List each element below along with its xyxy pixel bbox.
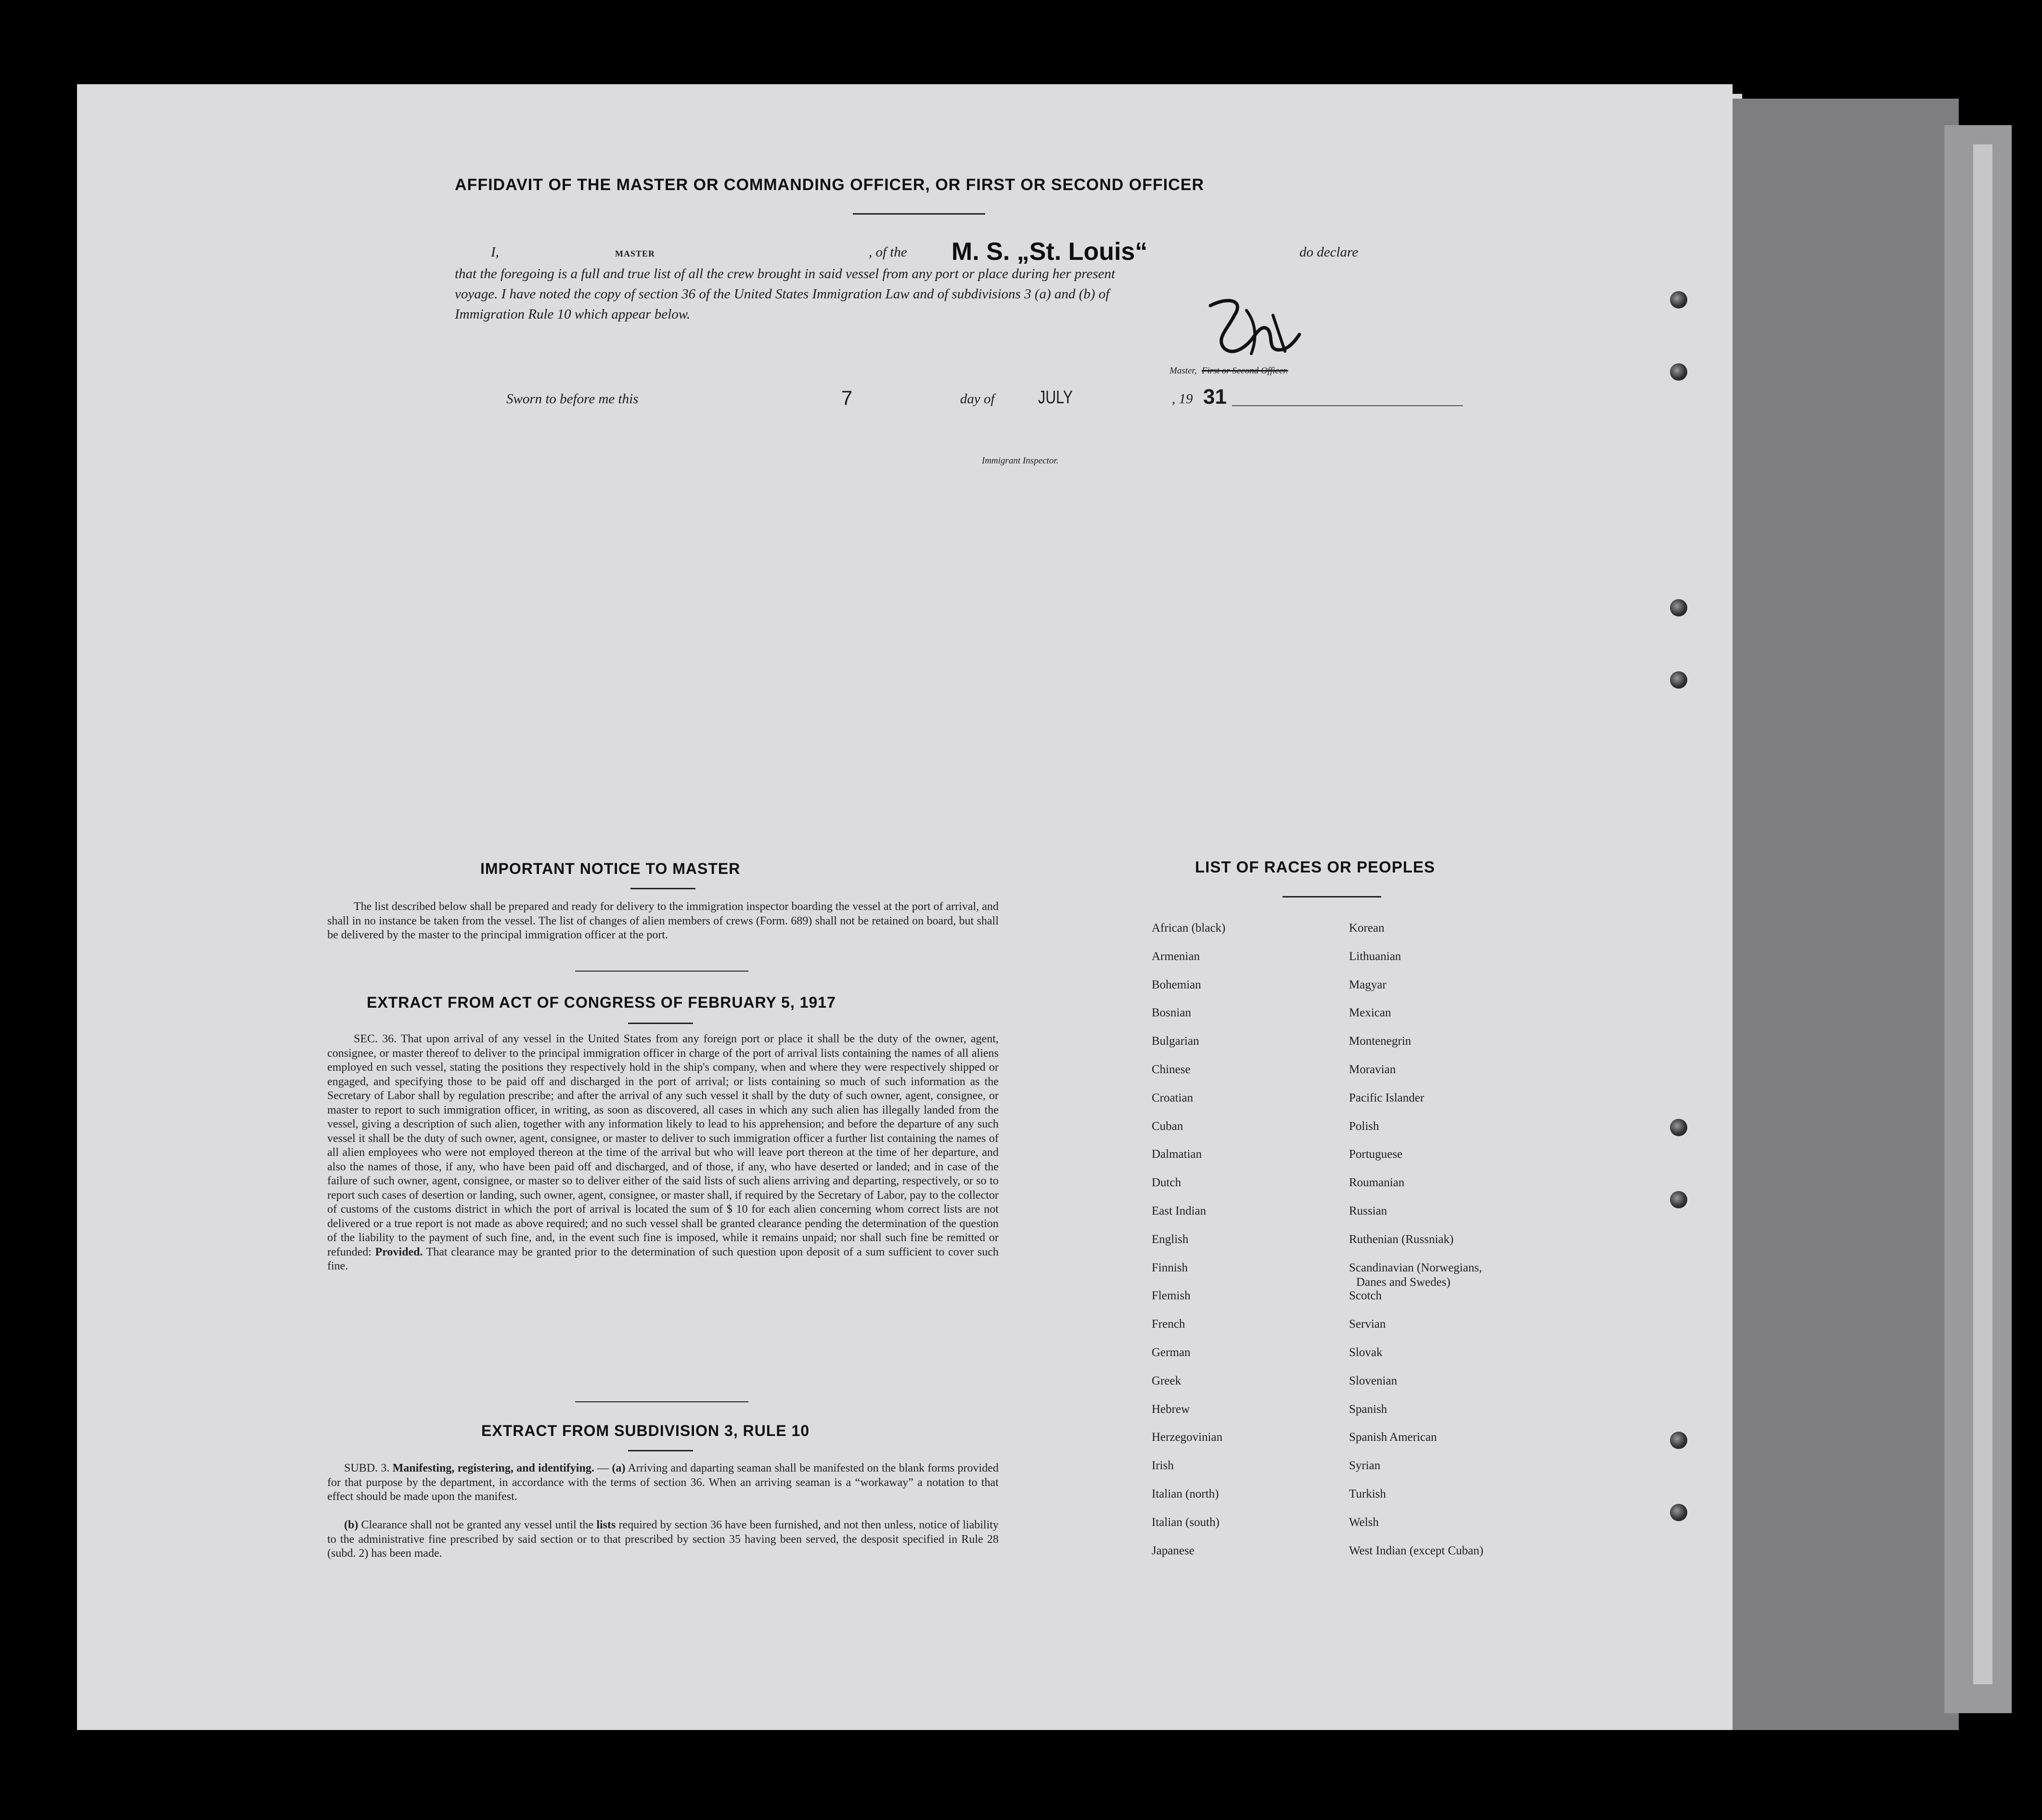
race-item: Welsh bbox=[1349, 1516, 1379, 1529]
race-item: African (black) bbox=[1152, 922, 1226, 935]
race-item: Hebrew bbox=[1152, 1403, 1190, 1416]
punch-hole bbox=[1670, 1432, 1687, 1449]
rule-subd-label: SUBD. 3. bbox=[344, 1462, 390, 1474]
rule-b-lists: lists bbox=[596, 1519, 616, 1531]
race-item: Greek bbox=[1152, 1374, 1182, 1387]
act-title: EXTRACT FROM ACT OF CONGRESS OF FEBRUARY 5, 1917 bbox=[367, 994, 836, 1011]
rule-b-text-1: Clearance shall not be granted any vessel until the bbox=[361, 1519, 594, 1531]
race-item: Italian (south) bbox=[1152, 1516, 1220, 1529]
race-item: Ruthenian (Russniak) bbox=[1349, 1233, 1454, 1246]
race-item: Servian bbox=[1349, 1318, 1386, 1331]
rule-title: EXTRACT FROM SUBDIVISION 3, RULE 10 bbox=[481, 1422, 810, 1439]
races-title-rule bbox=[1283, 896, 1381, 897]
underlying-sheet bbox=[1733, 99, 1959, 1730]
race-item: Irish bbox=[1152, 1459, 1174, 1472]
notice-divider bbox=[575, 971, 748, 972]
rule-b-label: (b) bbox=[344, 1519, 359, 1531]
affidavit-of-the: , of the bbox=[869, 244, 907, 260]
race-item: East Indian bbox=[1152, 1205, 1207, 1218]
race-item: French bbox=[1152, 1318, 1185, 1331]
act-text-after: That clearance may be granted prior to the determination of such question upon deposit of a sum sufficient to cover such fine. bbox=[327, 1245, 999, 1272]
race-item: Turkish bbox=[1349, 1487, 1386, 1500]
sworn-line-rule bbox=[1232, 405, 1463, 406]
affidavit-rank: MASTER bbox=[615, 249, 655, 258]
signature-caption-master: Master, bbox=[1169, 366, 1197, 376]
year-suffix: 31 bbox=[1203, 385, 1227, 409]
act-text bbox=[327, 1032, 999, 1274]
race-item: Slovak bbox=[1349, 1346, 1383, 1359]
year-prefix: , 19 bbox=[1172, 391, 1193, 407]
rule-dash: — bbox=[597, 1462, 609, 1474]
punch-hole bbox=[1670, 363, 1687, 381]
race-item: Spanish American bbox=[1349, 1431, 1437, 1444]
races-title: LIST OF RACES OR PEOPLES bbox=[1195, 858, 1435, 876]
vessel-name: M. S. „St. Louis“ bbox=[951, 238, 1148, 266]
race-item: Croatian bbox=[1152, 1091, 1194, 1104]
race-item: Polish bbox=[1349, 1120, 1379, 1133]
punch-hole bbox=[1670, 1191, 1687, 1208]
act-provided: Provided. bbox=[375, 1245, 423, 1258]
race-item: Lithuanian bbox=[1349, 950, 1401, 963]
signature-caption-struck: First or Second Officer. bbox=[1202, 366, 1288, 376]
race-item: Bosnian bbox=[1152, 1006, 1191, 1019]
rule-heading: Manifesting, registering, and identifying. bbox=[392, 1462, 594, 1474]
act-divider bbox=[575, 1401, 748, 1402]
race-item: Slovenian bbox=[1349, 1374, 1397, 1387]
race-item: Russian bbox=[1349, 1205, 1387, 1218]
race-item: Finnish bbox=[1152, 1261, 1188, 1274]
race-item: Chinese bbox=[1152, 1063, 1191, 1076]
race-item: Montenegrin bbox=[1349, 1035, 1412, 1048]
inspector-label: Immigrant Inspector. bbox=[982, 456, 1059, 466]
race-item: Flemish bbox=[1152, 1289, 1191, 1302]
affidavit-title: AFFIDAVIT OF THE MASTER OR COMMANDING OFFICER, OR FIRST OR SECOND OFFICER bbox=[455, 176, 1204, 194]
punch-hole bbox=[1670, 1119, 1687, 1136]
underlying-sheet-strip-light bbox=[1973, 144, 1992, 1684]
affidavit-do-declare: do declare bbox=[1299, 244, 1359, 260]
master-signature bbox=[1201, 296, 1307, 366]
race-item: Armenian bbox=[1152, 950, 1200, 963]
race-item: Portuguese bbox=[1349, 1148, 1403, 1161]
affidavit-title-rule bbox=[853, 213, 985, 215]
sworn-month: JULY bbox=[1038, 387, 1073, 408]
notice-title: IMPORTANT NOTICE TO MASTER bbox=[480, 860, 741, 877]
race-item: Syrian bbox=[1349, 1459, 1381, 1472]
rule-b-text-2: required by section 36 have been furnished, and not then unless, notice of liability to the administrative fine prescribed by said section or to that prescribed by section 35 having been served, the desposit specified in Rule 28 (subd. 2) has been made. bbox=[327, 1519, 999, 1560]
race-item: Cuban bbox=[1152, 1120, 1183, 1133]
punch-hole bbox=[1670, 671, 1687, 689]
race-item: Herzegovinian bbox=[1152, 1431, 1223, 1444]
rule-subd-a bbox=[327, 1461, 999, 1504]
rule-a-text: Arriving and daparting seaman shall be manifested on the blank forms provided for that purpose by the department, in accordance with the terms of section 36. When an arriving seaman is a “workaway” a notation to that effect should be made upon the manifest. bbox=[327, 1462, 999, 1503]
race-item-continuation: Danes and Swedes) bbox=[1356, 1276, 1451, 1289]
rule-a-label: (a) bbox=[612, 1462, 626, 1474]
affidavit-prefix: I, bbox=[491, 244, 499, 260]
act-title-rule bbox=[628, 1023, 693, 1024]
race-item: Spanish bbox=[1349, 1403, 1387, 1416]
race-item: Dutch bbox=[1152, 1176, 1182, 1189]
race-item: Scotch bbox=[1349, 1289, 1382, 1302]
race-item: Dalmatian bbox=[1152, 1148, 1202, 1161]
punch-hole bbox=[1670, 291, 1687, 308]
race-item: Korean bbox=[1349, 922, 1385, 935]
race-item: Bulgarian bbox=[1152, 1035, 1199, 1048]
race-item: West Indian (except Cuban) bbox=[1349, 1544, 1484, 1557]
notice-title-rule bbox=[630, 888, 695, 889]
notice-text: The list described below shall be prepared and ready for delivery to the immigration inspector boarding the vessel at the port of arrival, and shall in no instance be taken from the vessel. The list of changes of alien members of crews (Form. 689) shall not be retained on board, but shall be delivered by the master to the principal immigration officer at the port. bbox=[327, 900, 999, 941]
punch-hole bbox=[1670, 1504, 1687, 1521]
sworn-label: Sworn to before me this bbox=[506, 391, 639, 407]
race-item: Magyar bbox=[1349, 978, 1387, 991]
affidavit-line-4: Immigration Rule 10 which appear below. bbox=[455, 307, 691, 322]
punch-hole bbox=[1670, 599, 1687, 616]
day-of-label: day of bbox=[960, 391, 995, 407]
race-item: English bbox=[1152, 1233, 1189, 1246]
sworn-day: 7 bbox=[841, 386, 853, 409]
race-item: Pacific Islander bbox=[1349, 1091, 1425, 1104]
race-item: Moravian bbox=[1349, 1063, 1396, 1076]
affidavit-line-3: voyage. I have noted the copy of section 36 of the United States Immigration Law and of subdivisions 3 (a) and (b) of bbox=[455, 286, 1110, 302]
race-item: Scandinavian (Norwegians, bbox=[1349, 1261, 1482, 1274]
rule-subd-b bbox=[327, 1518, 999, 1561]
race-item: German bbox=[1152, 1346, 1191, 1359]
rule-title-rule bbox=[628, 1450, 693, 1451]
race-item: Italian (north) bbox=[1152, 1487, 1219, 1500]
race-item: Mexican bbox=[1349, 1006, 1391, 1019]
affidavit-line-2: that the foregoing is a full and true list of all the crew brought in said vessel from any port or place during her present bbox=[455, 266, 1116, 282]
race-item: Japanese bbox=[1152, 1544, 1194, 1557]
race-item: Bohemian bbox=[1152, 978, 1201, 991]
act-text-main: SEC. 36. That upon arrival of any vessel in the United States from any foreign port or place it shall be the duty of the owner, agent, consignee, or master thereof to deliver to the principal immigration officer in charge of the port of arrival lists containing the names of all aliens employed en such vessel, stating the positions they respectively hold in the ship's company, when and where they were respectively shipped or engaged, and specifying those to be paid off and discharged in the port of arrival; or lists containing so much of such information as the Secretary of Labor shall by regulation prescribe; and after the arrival of any such vessel it shall by the duty of such owner, agent, consignee, or master to report to such immigration officer, in writing, as soon as discovered, all cases in which any such alien has illegally landed from the vessel, giving a description of such alien, together with any information likely to lead to his apprehension; and before the departure of any such vessel it shall be the duty of such owner, agent, consignee, or master to deliver to such immigration officer a further list containing the names of all alien employees who were not employed thereon at the time of the arrival but who will leave port thereon at the time of her departure, and also the names of those, if any, who have been paid off and discharged, and of those, if any, who have deserted or landed; and in case of the failure of such owner, agent, consignee, or master so to deliver either of the said lists of such aliens arriving and departing, respectively, or so to report such cases of desertion or landing, such owner, agent, consignee, or master shall, if required by the Secretary of Labor, pay to the collector of customs of the customs district in which the port of arrival is located the sum of $ 10 for each alien concerning whom correct lists are not delivered or a true report is not made as above required; and no such vessel shall be granted clearance pending the determination of the question of the liability to the payment of such fine, and, in the event such fine is imposed, while it remains unpaid; nor shall such fine be remitted or refunded: bbox=[327, 1033, 999, 1258]
document-page bbox=[77, 84, 1733, 1730]
race-item: Roumanian bbox=[1349, 1176, 1405, 1189]
